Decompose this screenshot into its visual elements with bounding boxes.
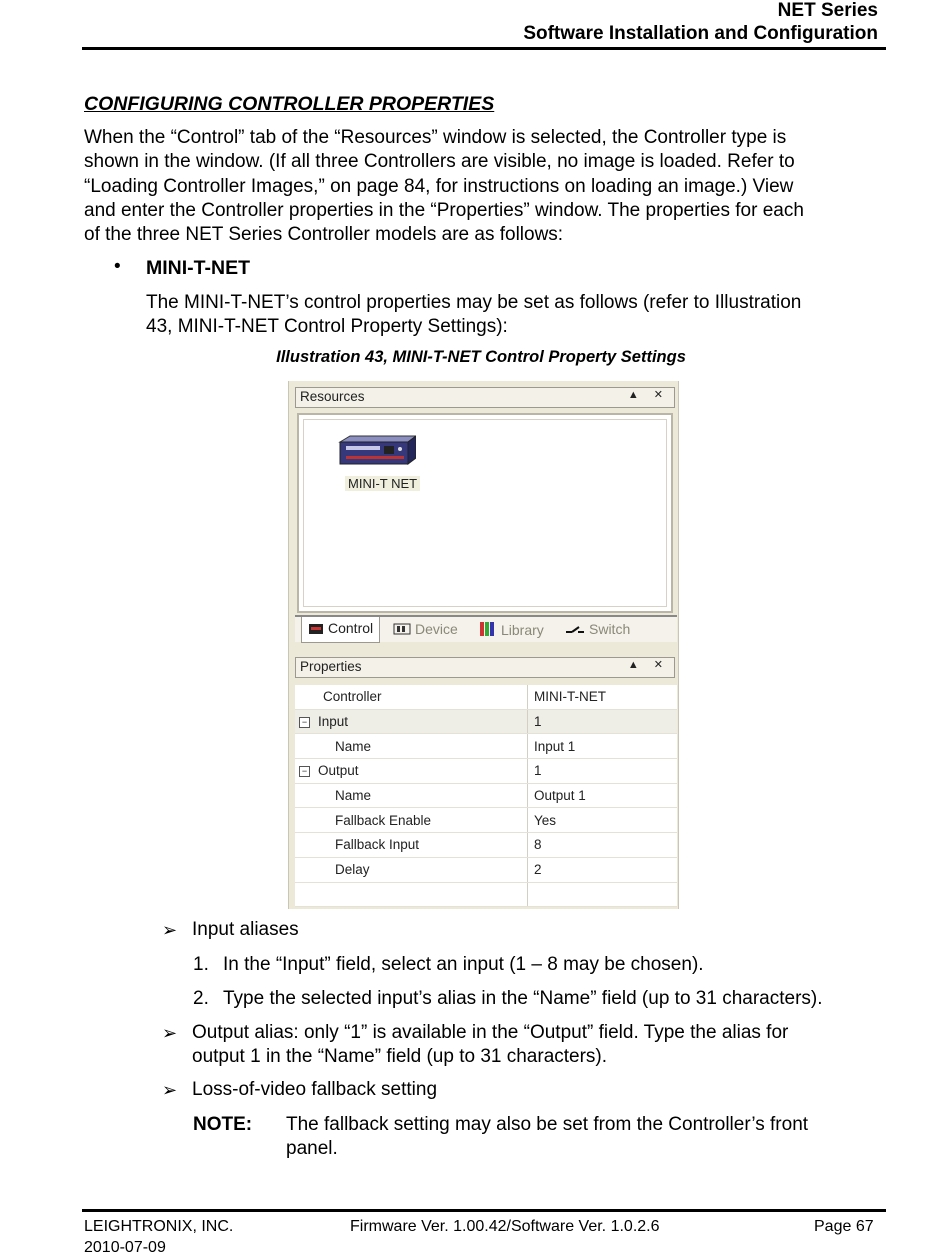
property-key: Delay bbox=[295, 857, 528, 882]
pane-controls[interactable]: ▲ ✕ bbox=[627, 389, 669, 401]
property-row[interactable] bbox=[295, 783, 677, 808]
intro-line: shown in the window. (If all three Controllers are visible, no image is loaded. Refer to bbox=[84, 151, 795, 173]
property-row[interactable] bbox=[295, 709, 677, 734]
intro-line: When the “Control” tab of the “Resources” window is selected, the Controller type is bbox=[84, 127, 787, 148]
tab-label: Library bbox=[501, 622, 544, 638]
footer-rule bbox=[82, 1209, 886, 1212]
section-title: CONFIGURING CONTROLLER PROPERTIES bbox=[84, 93, 495, 115]
property-value[interactable]: 1 bbox=[528, 709, 678, 734]
property-key: Name bbox=[295, 783, 528, 808]
property-row[interactable] bbox=[295, 833, 677, 858]
resources-pane-body bbox=[297, 413, 673, 613]
bullet-paragraph bbox=[146, 291, 876, 340]
pane-controls[interactable]: ▲ ✕ bbox=[627, 659, 669, 671]
output-alias-line: Output alias: only “1” is available in the “Output” field. Type the alias for bbox=[192, 1022, 789, 1043]
controller-device-icon[interactable] bbox=[336, 434, 416, 468]
property-key-cell bbox=[295, 759, 528, 784]
footer-version: Firmware Ver. 1.00.42/Software Ver. 1.0.2.6 bbox=[350, 1218, 660, 1235]
intro-paragraph bbox=[84, 126, 889, 247]
footer-page-number: Page 67 bbox=[814, 1218, 874, 1235]
property-value[interactable]: 1 bbox=[528, 759, 678, 784]
note-line: panel. bbox=[286, 1138, 338, 1160]
bullet-symbol: • bbox=[114, 256, 121, 277]
step-number: 1. bbox=[193, 954, 209, 975]
output-alias-text bbox=[192, 1021, 882, 1070]
intro-line: and enter the Controller properties in the “Properties” window. The properties for each bbox=[84, 199, 804, 221]
property-key: Output bbox=[318, 763, 359, 779]
tab-library[interactable] bbox=[479, 621, 544, 638]
tab-switch[interactable] bbox=[565, 621, 630, 637]
property-key: Fallback Enable bbox=[295, 808, 528, 833]
property-row[interactable] bbox=[295, 857, 677, 882]
intro-line: of the three NET Series Controller models are as follows: bbox=[84, 224, 564, 246]
property-value[interactable]: Input 1 bbox=[528, 734, 678, 759]
empty-cell bbox=[295, 882, 528, 907]
illustration-screenshot bbox=[288, 381, 679, 909]
note-line: The fallback setting may also be set from the Controller’s front bbox=[286, 1114, 809, 1135]
arrow-bullet-icon: ➢ bbox=[162, 1080, 178, 1100]
note-text bbox=[286, 1113, 886, 1162]
input-aliases-heading: Input aliases bbox=[192, 919, 299, 940]
footer-date: 2010-07-09 bbox=[84, 1239, 166, 1256]
control-icon bbox=[308, 621, 324, 635]
step-text: Type the selected input’s alias in the “Name” field (up to 31 characters). bbox=[223, 988, 823, 1009]
bullet-title: MINI-T-NET bbox=[146, 257, 250, 279]
bullet-line: The MINI-T-NET’s control properties may be set as follows (refer to Illustration bbox=[146, 292, 802, 313]
arrow-bullet-icon: ➢ bbox=[162, 1023, 178, 1043]
resources-canvas bbox=[303, 419, 667, 607]
tab-label: Switch bbox=[589, 621, 631, 637]
collapse-icon[interactable]: − bbox=[299, 766, 310, 777]
tab-device[interactable] bbox=[393, 621, 458, 637]
resources-tabs bbox=[295, 615, 677, 642]
properties-title: Properties bbox=[300, 659, 362, 674]
header-rule bbox=[82, 47, 886, 50]
properties-grid bbox=[295, 685, 677, 907]
collapse-icon[interactable]: − bbox=[299, 717, 310, 728]
step-text: In the “Input” field, select an input (1 – 8 may be chosen). bbox=[223, 954, 704, 975]
library-icon bbox=[479, 621, 497, 637]
property-value[interactable]: 8 bbox=[528, 833, 678, 858]
property-row[interactable] bbox=[295, 808, 677, 833]
tab-label: Control bbox=[328, 620, 374, 636]
resources-pane-header bbox=[295, 387, 675, 408]
property-row-empty bbox=[295, 882, 677, 907]
illustration-caption: Illustration 43, MINI-T-NET Control Property Settings bbox=[276, 348, 686, 366]
note-label: NOTE: bbox=[193, 1114, 253, 1135]
output-alias-line: output 1 in the “Name” field (up to 31 characters). bbox=[192, 1046, 608, 1068]
property-row[interactable] bbox=[295, 734, 677, 759]
property-value[interactable]: Output 1 bbox=[528, 783, 678, 808]
property-value[interactable]: Yes bbox=[528, 808, 678, 833]
switch-icon bbox=[565, 624, 585, 636]
property-row[interactable] bbox=[295, 759, 677, 784]
tab-control[interactable] bbox=[301, 617, 380, 643]
device-icon bbox=[393, 622, 411, 636]
intro-line: “Loading Controller Images,” on page 84, for instructions on loading an image.) View bbox=[84, 175, 794, 197]
step-number: 2. bbox=[193, 988, 209, 1009]
arrow-bullet-icon: ➢ bbox=[162, 920, 178, 940]
property-key-cell bbox=[295, 709, 528, 734]
property-key: Fallback Input bbox=[295, 833, 528, 858]
header-series: NET Series bbox=[777, 0, 878, 21]
resources-title: Resources bbox=[300, 389, 365, 404]
device-label[interactable]: MINI-T NET bbox=[345, 476, 420, 491]
header-subtitle: Software Installation and Configuration bbox=[523, 23, 878, 44]
property-value[interactable]: 2 bbox=[528, 857, 678, 882]
property-row[interactable] bbox=[295, 685, 677, 709]
property-key: Controller bbox=[295, 685, 528, 709]
fallback-heading: Loss-of-video fallback setting bbox=[192, 1079, 438, 1100]
bullet-line: 43, MINI-T-NET Control Property Settings): bbox=[146, 316, 508, 338]
property-key: Input bbox=[318, 714, 349, 730]
property-value[interactable]: MINI-T-NET bbox=[528, 685, 678, 709]
tab-label: Device bbox=[415, 621, 458, 637]
property-key: Name bbox=[295, 734, 528, 759]
properties-pane-header bbox=[295, 657, 675, 678]
footer-company: LEIGHTRONIX, INC. bbox=[84, 1218, 234, 1235]
empty-cell bbox=[528, 882, 678, 907]
